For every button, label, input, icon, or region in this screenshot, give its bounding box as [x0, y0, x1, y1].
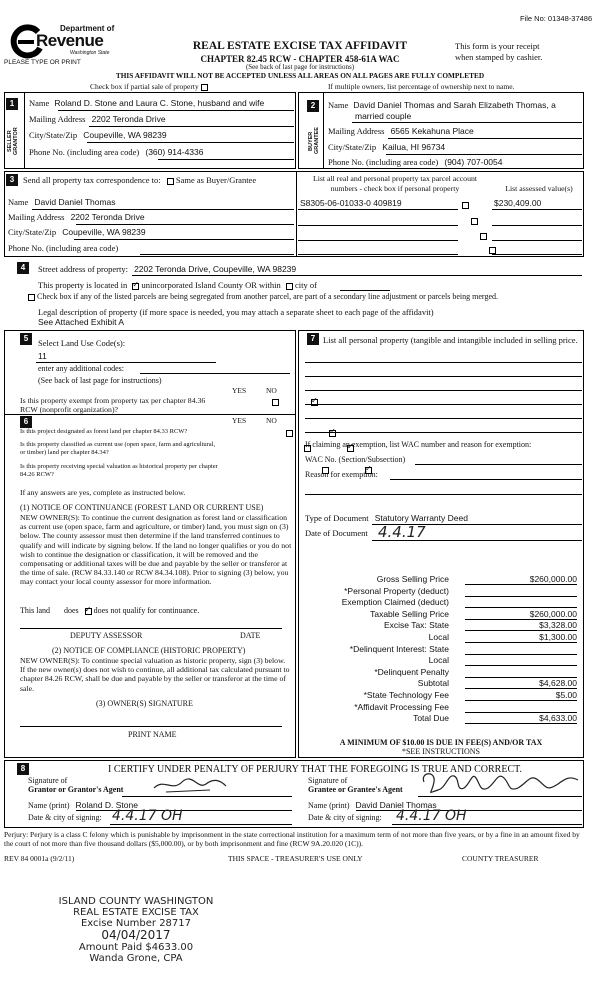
- buyer-phone-field[interactable]: (904) 707-0054: [444, 157, 503, 167]
- does-not-label: does not: [93, 606, 121, 615]
- current-use-question: Is this property classified as current use (open space, farm and agricultural, or timber) land per chapter 84.34?: [20, 441, 216, 456]
- stamp-line-3: Excise Number 28717: [80, 918, 192, 929]
- form-title: REAL ESTATE EXCISE TAX AFFIDAVIT: [192, 40, 408, 52]
- buyer-side-label: BUYER GRANTEE: [308, 127, 320, 155]
- fee-label: *State Technology Fee: [363, 690, 449, 700]
- fee-amount[interactable]: $5.00: [465, 690, 577, 701]
- receipt-line1: This form is your receipt: [455, 41, 540, 51]
- buyer-divider: [323, 92, 324, 169]
- notice1-body: NEW OWNER(S): To continue the current designation as forest land or classification as current use (open space, farm and agriculture, or timber) land, you must sign on (3) below. The county assessor must then determine if the land transferred continues to qualify and will indicate by signing below. If the land no longer qualifies or you do not wish to continue the designation or classification, it will be removed and the compensating or additional taxes will be due and payable by the seller or transferor at the time of sale. (RCW 84.33.140 or RCW 84.34.108). Prior to signing (3) below, you may contact your local county assessor for more information.: [20, 513, 292, 587]
- corr-name-row: [8, 197, 116, 207]
- stamp-line-2: REAL ESTATE EXCISE TAX: [73, 907, 199, 918]
- deputy-date-label: DATE: [240, 631, 261, 640]
- located-unincorp: unincorporated Island County OR within: [141, 280, 281, 290]
- corr-city-field[interactable]: Coupeville, WA 98239: [62, 227, 146, 237]
- seller-mail-field[interactable]: 2202 Teronda Drive: [91, 114, 166, 124]
- seller-mail-label: Mailing Address: [29, 114, 86, 124]
- segregated-text: Check box if any of the listed parcels are being segregated from another parcel, are part of a secondary line adjustment or parcels being merged.: [37, 292, 498, 301]
- corr-name-underline: [32, 209, 294, 210]
- fee-amount[interactable]: $260,000.00: [465, 574, 577, 585]
- grantee-date-underline: [392, 824, 582, 825]
- reason-underline-1: [390, 479, 582, 480]
- treasurer-use-label: THIS SPACE - TREASURER'S USE ONLY: [228, 854, 363, 863]
- fee-label: Gross Selling Price: [376, 574, 449, 584]
- seller-city-label: City/State/Zip: [29, 130, 78, 140]
- fee-label: Exemption Claimed (deduct): [341, 597, 449, 608]
- personal-property-label: List all personal property (tangible and intangible included in selling price.: [323, 335, 578, 345]
- corr-city-label: City/State/Zip: [8, 227, 57, 237]
- city-underline: [340, 290, 390, 291]
- grantee-sig-label-2: Grantee or Grantee's Agent: [308, 785, 403, 794]
- fee-label: Subtotal: [417, 678, 449, 689]
- grantee-name-label: Name (print): [308, 801, 350, 810]
- this-land-label: This land: [20, 606, 50, 615]
- county-treasurer-label: COUNTY TREASURER: [462, 854, 539, 863]
- section-5-badge: 5: [20, 333, 32, 345]
- assessed-4-underline: [492, 254, 582, 255]
- fee-row: [305, 574, 577, 585]
- dor-logo: [8, 22, 123, 62]
- fee-amount[interactable]: $260,000.00: [465, 609, 577, 620]
- grantee-date-field[interactable]: 4.4.17 OH: [396, 808, 467, 824]
- completion-warning: THIS AFFIDAVIT WILL NOT BE ACCEPTED UNLESS ALL AREAS ON ALL PAGES ARE FULLY COMPLETED: [115, 71, 485, 80]
- corr-name-field[interactable]: David Daniel Thomas: [34, 197, 116, 207]
- assessed-2-underline: [492, 225, 582, 226]
- form-chapter: CHAPTER 82.45 RCW - CHAPTER 458-61A WAC: [200, 54, 400, 64]
- assessed-1-field[interactable]: $230,409.00: [494, 198, 542, 208]
- partial-sale-checkbox[interactable]: [201, 84, 208, 91]
- assessed-1-underline: [492, 209, 582, 210]
- fee-amount[interactable]: [465, 644, 577, 655]
- buyer-mail-row: [328, 126, 474, 136]
- doc-type-field[interactable]: Statutory Warranty Deed: [374, 513, 468, 523]
- buyer-city-underline: [386, 154, 582, 155]
- exemption-question: If claiming an exemption, list WAC number and reason for exemption:: [305, 440, 532, 449]
- buyer-name-field-1[interactable]: David Daniel Thomas and Sarah Elizabeth Thomas, a: [353, 100, 556, 110]
- pp-line-1: [305, 362, 582, 363]
- exempt-question: Is this property exempt from property tax per chapter 84.36 RCW (nonprofit organization)?: [20, 396, 206, 414]
- city-checkbox[interactable]: [286, 283, 293, 290]
- grantee-name-underline: [356, 810, 582, 811]
- parcel-3-personal-checkbox[interactable]: [480, 233, 487, 240]
- grantor-signature[interactable]: [150, 774, 230, 798]
- section-6-badge: 6: [20, 416, 32, 428]
- qualify-label: qualify for continuance.: [122, 606, 200, 615]
- fee-label: Taxable Selling Price: [370, 608, 449, 619]
- buyer-name-row: [328, 100, 583, 110]
- parcel-1-underline: [298, 209, 458, 210]
- fee-row: [305, 609, 577, 620]
- street-address-field[interactable]: 2202 Teronda Drive, Coupeville, WA 98239: [134, 264, 297, 274]
- buyer-mail-label: Mailing Address: [328, 126, 385, 136]
- section-4-badge: 4: [17, 262, 29, 274]
- seller-name-field[interactable]: Roland D. Stone and Laura C. Stone, husband and wife: [54, 98, 265, 108]
- deputy-underline: [20, 628, 282, 629]
- multiple-owners-note: If multiple owners, list percentage of ownership next to name.: [328, 82, 515, 91]
- s5-no-header: NO: [266, 386, 277, 395]
- land-use-field[interactable]: 11: [38, 351, 47, 361]
- stamp-line-4: 04/04/2017: [101, 928, 171, 942]
- buyer-mail-underline: [388, 138, 582, 139]
- fee-row: [305, 690, 577, 701]
- wac-underline: [415, 464, 582, 465]
- s5-yes-header: YES: [232, 386, 247, 395]
- grantee-sig-label-1: Signature of: [308, 776, 348, 785]
- pp-line-5: [305, 418, 582, 419]
- correspondence-intro: Send all property tax correspondence to:: [23, 175, 161, 185]
- buyer-phone-label: Phone No. (including area code): [328, 157, 439, 167]
- seller-city-row: [29, 130, 167, 140]
- qualify-row: [20, 606, 199, 615]
- legal-desc-field[interactable]: See Attached Exhibit A: [38, 317, 125, 327]
- grantor-name-underline: [76, 810, 292, 811]
- correspondence-intro-row: [23, 175, 256, 185]
- grantor-date-field[interactable]: 4.4.17 OH: [112, 808, 183, 824]
- fee-row: [305, 655, 577, 666]
- notice2-title: (2) NOTICE OF COMPLIANCE (HISTORIC PROPERTY): [52, 646, 246, 655]
- fee-label: Local: [428, 655, 449, 666]
- doc-type-row: [305, 513, 468, 523]
- fee-amount[interactable]: [465, 702, 577, 713]
- section-7-badge: 7: [307, 333, 319, 345]
- grantee-sig-underline: [418, 796, 582, 797]
- fee-label: Total Due: [413, 713, 449, 724]
- section-1-badge: 1: [6, 98, 18, 110]
- certify-statement: I CERTIFY UNDER PENALTY OF PERJURY THAT THE FOREGOING IS TRUE AND CORRECT.: [108, 764, 522, 775]
- section-2-badge: 2: [307, 100, 319, 112]
- buyer-city-label: City/State/Zip: [328, 142, 377, 152]
- section-6-top-rule: [4, 414, 296, 415]
- grantee-sig-label: [308, 776, 403, 794]
- parcel-1-personal-checkbox[interactable]: [462, 202, 469, 209]
- additional-codes-label: enter any additional codes:: [38, 364, 124, 373]
- seller-phone-underline: [158, 159, 294, 160]
- minimum-line2: *SEE INSTRUCTIONS: [401, 747, 480, 756]
- minimum-line1: A MINIMUM OF $10.00 IS DUE IN FEE(S) AND/OR TAX: [339, 738, 543, 747]
- s6-no-header: NO: [266, 416, 277, 425]
- grantor-date-label: Date & city of signing:: [28, 813, 102, 822]
- segregated-row: [28, 292, 498, 301]
- fee-label: *Affidavit Processing Fee: [354, 701, 449, 712]
- any-yes-note: If any answers are yes, complete as instructed below.: [20, 488, 186, 497]
- does-label: does: [64, 606, 79, 615]
- seller-side-label: SELLER GRANTOR: [7, 127, 19, 155]
- grantor-sig-label: [28, 776, 123, 794]
- corr-mail-row: [8, 212, 145, 222]
- stamp-line-6: Wanda Grone, CPA: [89, 953, 183, 964]
- print-name-label: PRINT NAME: [128, 730, 177, 739]
- receipt-line2: when stamped by cashier.: [455, 52, 543, 62]
- fee-amount[interactable]: $4,633.00: [465, 713, 577, 724]
- fee-amount[interactable]: [465, 655, 577, 666]
- pp-line-6: [305, 432, 582, 433]
- partial-sale-label: [90, 82, 208, 91]
- seller-phone-field[interactable]: (360) 914-4336: [145, 147, 204, 157]
- corr-mail-field[interactable]: 2202 Teronda Drive: [70, 212, 145, 222]
- buyer-city-row: [328, 142, 445, 152]
- corr-mail-label: Mailing Address: [8, 212, 65, 222]
- corr-city-row: [8, 227, 146, 237]
- perjury-notice: Perjury: Perjury is a class C felony which is punishable by imprisonment in the state correctional institution for a maximum term of not more than five years, or by a fine in an amount fixed by the court of not more than five thousand dollars ($5,000.00), or by both imprisonment and fine (RCW 9A.20.020 (1C)).: [4, 830, 580, 848]
- grantee-date-label: Date & city of signing:: [308, 813, 382, 822]
- fee-amount[interactable]: [465, 586, 577, 597]
- forest-question: Is this project designated as forest land per chapter 84.33 RCW?: [20, 428, 188, 435]
- fee-label: Excise Tax: State: [383, 620, 449, 631]
- grantee-name-field[interactable]: David Daniel Thomas: [355, 800, 437, 810]
- parcel-3-underline: [298, 240, 458, 241]
- buyer-city-field[interactable]: Kailua, HI 96734: [382, 142, 446, 152]
- fee-row: [305, 597, 577, 608]
- fee-row: [305, 667, 577, 678]
- assessed-3-underline: [492, 240, 582, 241]
- please-type: PLEASE TYPE OR PRINT: [4, 59, 81, 66]
- grantor-name-label: Name (print): [28, 801, 70, 810]
- pp-line-3: [305, 390, 582, 391]
- corr-phone-label: Phone No. (including area code): [8, 243, 119, 253]
- seller-divider: [24, 92, 25, 169]
- buyer-mail-field[interactable]: 6565 Kekahuna Place: [390, 126, 474, 136]
- logo-state: Washington State: [70, 50, 110, 56]
- grantee-signature[interactable]: [418, 768, 582, 798]
- parcel-2-personal-checkbox[interactable]: [471, 218, 478, 225]
- land-use-see-back: (See back of last page for instructions): [38, 376, 162, 385]
- street-address-underline: [132, 275, 582, 276]
- fee-label: *Personal Property (deduct): [344, 585, 449, 596]
- corr-mail-underline: [76, 224, 294, 225]
- seller-city-underline: [87, 142, 294, 143]
- wac-label: WAC No. (Section/Subsection): [305, 455, 406, 464]
- fee-row: [305, 702, 577, 713]
- same-as-buyer-label: Same as Buyer/Grantee: [175, 175, 257, 185]
- fee-label: *Delinquent Penalty: [374, 666, 449, 677]
- form-revision: REV 84 0001a (9/2/11): [4, 854, 75, 863]
- fee-row: [305, 713, 577, 724]
- land-use-label: Select Land Use Code(s):: [38, 338, 126, 348]
- buyer-name-label: Name: [328, 100, 349, 110]
- print-name-underline: [20, 726, 282, 727]
- legal-desc-label: Legal description of property (if more space is needed, you may attach a separate sheet to each page of the affidavit): [38, 307, 434, 317]
- grantor-date-underline: [110, 824, 292, 825]
- reason-underline-2: [305, 494, 582, 495]
- corr-phone-underline: [140, 254, 294, 255]
- seller-mail-underline: [89, 126, 294, 127]
- treasurer-stamp: [52, 896, 220, 964]
- see-back-note: (See back of last page for instructions): [245, 63, 355, 71]
- parcel-4-personal-checkbox[interactable]: [489, 247, 496, 254]
- doc-date-label: Date of Document: [305, 528, 368, 538]
- owner-sig-label: (3) OWNER(S) SIGNATURE: [96, 699, 193, 708]
- grantor-sig-label-1: Signature of: [28, 776, 68, 785]
- does-not-checkbox[interactable]: [85, 608, 92, 615]
- grantor-sig-label-2: Grantor or Grantor's Agent: [28, 785, 124, 794]
- located-row: [38, 280, 317, 290]
- logo-dept: Department of: [60, 24, 115, 33]
- unincorporated-checkbox[interactable]: [132, 283, 139, 290]
- reason-label: Reason for exemption:: [305, 470, 378, 479]
- seller-phone-row: [29, 147, 204, 157]
- notice1-title: (1) NOTICE OF CONTINUANCE (FOREST LAND OR CURRENT USE): [20, 503, 264, 512]
- seller-phone-label: Phone No. (including area code): [29, 147, 140, 157]
- historic-question: Is this property receiving special valuation as historical property per chapter 84.26 RCW?: [20, 463, 218, 478]
- doc-date-field[interactable]: 4.4.17: [378, 523, 426, 541]
- street-address-row: [38, 264, 296, 274]
- fee-label: Local: [428, 632, 449, 642]
- exempt-yes-checkbox[interactable]: [272, 399, 279, 406]
- assessed-header: List assessed value(s): [505, 184, 573, 193]
- section-8-badge: 8: [17, 763, 29, 775]
- fee-row: [305, 678, 577, 689]
- notice2-body: NEW OWNER(S): To continue special valuation as historic property, sign (3) below. If the new owner(s) does not wish to continue, all additional tax calculated pursuant to chapter 84.26 RCW, shall be due and payable by the seller or transferor at the time of sale.: [20, 656, 290, 693]
- land-use-underline: [36, 362, 216, 363]
- grantor-sig-underline: [122, 796, 292, 797]
- parcel-1-field[interactable]: S8305-06-01033-0 409819: [300, 198, 402, 208]
- fee-label: *Delinquent Interest: State: [349, 643, 449, 654]
- doc-type-label: Type of Document: [305, 513, 369, 523]
- street-address-label: Street address of property:: [38, 264, 128, 274]
- logo-name: Revenue: [36, 31, 104, 50]
- corr-city-underline: [74, 239, 294, 240]
- fee-row: [305, 632, 577, 643]
- seller-mail-row: [29, 114, 166, 124]
- doc-date-underline: [372, 540, 582, 541]
- s6-yes-header: YES: [232, 416, 247, 425]
- pp-line-2: [305, 376, 582, 377]
- parcels-header: List all real and personal property tax parcel account numbers - check box if personal property: [312, 174, 478, 193]
- buyer-name-underline: [352, 122, 582, 123]
- seller-name-row: [29, 98, 294, 108]
- parcel-4-underline: [298, 254, 458, 255]
- fee-amount[interactable]: $3,328.00: [465, 620, 577, 631]
- fee-row: [305, 644, 577, 655]
- forest-no-checkbox[interactable]: [329, 430, 336, 437]
- fee-amount[interactable]: $1,300.00: [465, 632, 577, 643]
- seller-name-underline: [58, 110, 294, 111]
- fee-row: [305, 620, 577, 631]
- fee-row: [305, 586, 577, 597]
- partial-sale-text: Check box if partial sale of property: [90, 82, 199, 91]
- located-pre: This property is located in: [38, 280, 128, 290]
- correspondence-divider: [296, 171, 297, 257]
- stamp-line-5: Amount Paid $4633.00: [78, 942, 194, 953]
- additional-codes-underline: [140, 373, 290, 374]
- located-city: city of: [295, 280, 317, 290]
- section-3-badge: 3: [6, 174, 18, 186]
- parcel-2-underline: [298, 225, 458, 226]
- buyer-name-field-2[interactable]: married couple: [355, 111, 412, 121]
- seller-city-field[interactable]: Coupeville, WA 98239: [83, 130, 167, 140]
- buyer-phone-row: [328, 157, 503, 167]
- forest-yes-checkbox[interactable]: [286, 430, 293, 437]
- same-as-buyer-checkbox[interactable]: [167, 178, 174, 185]
- file-number: File No: 01348-37486: [520, 14, 593, 23]
- segregated-checkbox[interactable]: [28, 294, 35, 301]
- fee-amount[interactable]: $4,628.00: [465, 678, 577, 689]
- grantor-name-field[interactable]: Roland D. Stone: [75, 800, 138, 810]
- fee-amount[interactable]: [465, 597, 577, 608]
- seller-name-label: Name: [29, 98, 50, 108]
- corr-name-label: Name: [8, 197, 29, 207]
- deputy-label: DEPUTY ASSESSOR: [70, 631, 143, 640]
- pp-line-4: [305, 404, 582, 405]
- fee-amount[interactable]: [465, 667, 577, 678]
- stamp-line-1: ISLAND COUNTY WASHINGTON: [58, 896, 214, 907]
